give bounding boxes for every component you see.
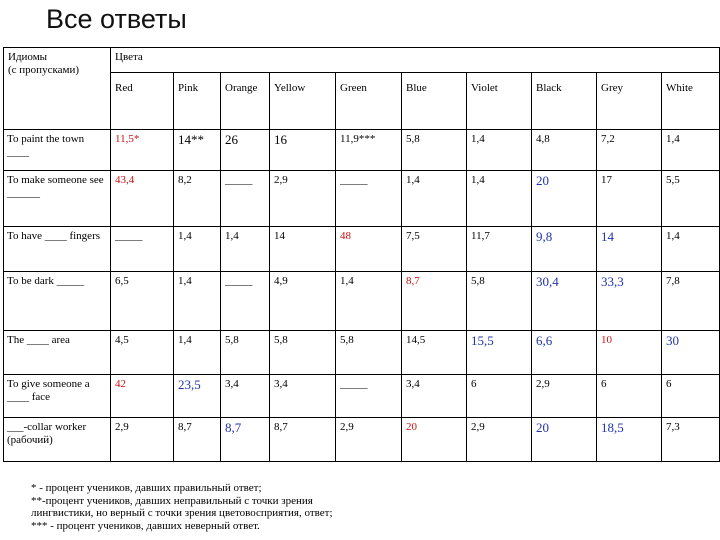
table-cell: 2,9 xyxy=(532,375,597,418)
page-title: Все ответы xyxy=(46,4,187,34)
table-row xyxy=(4,130,720,171)
table-cell: 1,4 xyxy=(174,227,221,272)
table-cell: 7,3 xyxy=(662,418,720,462)
table-cell: 3,4 xyxy=(270,375,336,418)
table-cell: _____ xyxy=(336,171,402,227)
table-cell: 8,7 xyxy=(270,418,336,462)
idiom-label: To paint the town ____ xyxy=(4,130,111,171)
footnote-line: * - процент учеников, давших правильный ответ; xyxy=(31,482,262,494)
table-cell: 1,4 xyxy=(662,227,720,272)
table-row xyxy=(4,171,720,227)
table-cell: 2,9 xyxy=(111,418,174,462)
table-cell: 20 xyxy=(532,171,597,227)
table-cell: 43,4 xyxy=(111,171,174,227)
color-header: Grey xyxy=(597,73,662,130)
table-cell: 23,5 xyxy=(174,375,221,418)
idiom-label: The ____ area xyxy=(4,331,111,375)
answers-table xyxy=(3,47,720,462)
table-cell: 6,5 xyxy=(111,272,174,331)
idioms-header: Идиомы (с пропусками) xyxy=(4,48,111,130)
footnote-line: лингвистики, но верный с точки зрения цветовосприятия, ответ; xyxy=(31,507,333,519)
table-row xyxy=(4,375,720,418)
table-cell: 48 xyxy=(336,227,402,272)
table-cell: 42 xyxy=(111,375,174,418)
color-header: Blue xyxy=(402,73,467,130)
table-cell: 3,4 xyxy=(221,375,270,418)
table-cell: 2,9 xyxy=(270,171,336,227)
table-cell: 14,5 xyxy=(402,331,467,375)
table-cell: 15,5 xyxy=(467,331,532,375)
table-cell: 3,4 xyxy=(402,375,467,418)
table-cell: 30 xyxy=(662,331,720,375)
table-cell: 10 xyxy=(597,331,662,375)
table-cell: 7,8 xyxy=(662,272,720,331)
table-cell: 20 xyxy=(402,418,467,462)
table-cell: 11,9*** xyxy=(336,130,402,171)
footnote-line: **-процент учеников, давших неправильный с точки зрения xyxy=(31,494,313,507)
idiom-label: To have ____ fingers xyxy=(4,227,111,272)
table-cell: 7,5 xyxy=(402,227,467,272)
table-row xyxy=(4,272,720,331)
table-cell: _____ xyxy=(221,272,270,331)
color-header: White xyxy=(662,73,720,130)
table-cell: 5,8 xyxy=(336,331,402,375)
table-cell: 26 xyxy=(221,130,270,171)
table-cell: 5,8 xyxy=(467,272,532,331)
table-cell: 9,8 xyxy=(532,227,597,272)
idiom-label: ___-collar worker (рабочий) xyxy=(4,418,111,462)
table-cell: 14** xyxy=(174,130,221,171)
table-cell: 4,9 xyxy=(270,272,336,331)
table-cell: 1,4 xyxy=(467,130,532,171)
table-row xyxy=(4,331,720,375)
table-cell: 8,2 xyxy=(174,171,221,227)
table-cell: 30,4 xyxy=(532,272,597,331)
table-cell: 5,8 xyxy=(402,130,467,171)
table-cell: 7,2 xyxy=(597,130,662,171)
table-cell: 33,3 xyxy=(597,272,662,331)
table-cell: 1,4 xyxy=(402,171,467,227)
idiom-label: To give someone a ____ face xyxy=(4,375,111,418)
idiom-label: To make someone see ______ xyxy=(4,171,111,227)
table-cell: 1,4 xyxy=(174,331,221,375)
color-header: Yellow xyxy=(270,73,336,130)
table-cell: _____ xyxy=(221,171,270,227)
color-header: Pink xyxy=(174,73,221,130)
color-names-row xyxy=(4,73,720,130)
table-cell: 18,5 xyxy=(597,418,662,462)
table-cell: 2,9 xyxy=(336,418,402,462)
table-cell: 5,8 xyxy=(270,331,336,375)
table-cell: 5,8 xyxy=(221,331,270,375)
table-cell: 14 xyxy=(270,227,336,272)
table-cell: 20 xyxy=(532,418,597,462)
table-cell: 17 xyxy=(597,171,662,227)
table-row xyxy=(4,227,720,272)
table-cell: 4,8 xyxy=(532,130,597,171)
table-cell: 2,9 xyxy=(467,418,532,462)
table-cell: 6 xyxy=(662,375,720,418)
table-cell: 6 xyxy=(467,375,532,418)
color-header: Green xyxy=(336,73,402,130)
footnote-line: *** - процент учеников, давших неверный ответ. xyxy=(31,519,260,532)
table-cell: _____ xyxy=(336,375,402,418)
table-cell: 6,6 xyxy=(532,331,597,375)
table-cell: 8,7 xyxy=(221,418,270,462)
table-cell: 16 xyxy=(270,130,336,171)
table-cell: 1,4 xyxy=(336,272,402,331)
color-header: Orange xyxy=(221,73,270,130)
table-cell: 1,4 xyxy=(467,171,532,227)
table-cell: 1,4 xyxy=(174,272,221,331)
idiom-label: To be dark _____ xyxy=(4,272,111,331)
table-cell: 1,4 xyxy=(221,227,270,272)
table-cell: 14 xyxy=(597,227,662,272)
table-row xyxy=(4,418,720,462)
footnotes xyxy=(31,482,451,532)
table-cell: 4,5 xyxy=(111,331,174,375)
table-cell: 8,7 xyxy=(402,272,467,331)
table-cell: _____ xyxy=(111,227,174,272)
table-cell: 11,5* xyxy=(111,130,174,171)
table-cell: 6 xyxy=(597,375,662,418)
table-cell: 11,7 xyxy=(467,227,532,272)
colors-header: Цвета xyxy=(111,48,720,73)
color-header: Violet xyxy=(467,73,532,130)
color-header: Red xyxy=(111,73,174,130)
table-cell: 8,7 xyxy=(174,418,221,462)
table-cell: 1,4 xyxy=(662,130,720,171)
color-header: Black xyxy=(532,73,597,130)
table-cell: 5,5 xyxy=(662,171,720,227)
